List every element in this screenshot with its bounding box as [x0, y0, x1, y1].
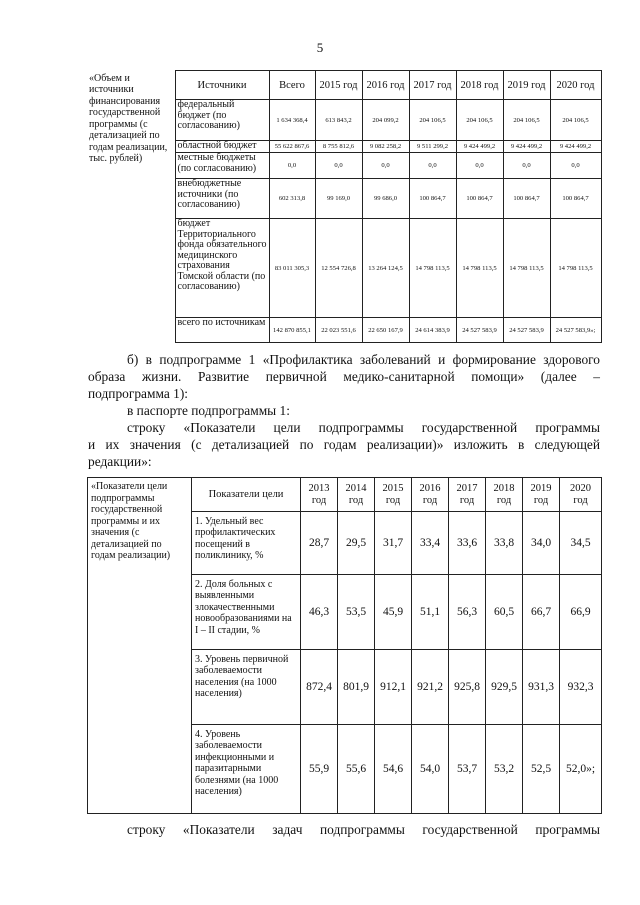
value-cell: 99 686,0: [362, 179, 409, 219]
value-cell: 55,6: [338, 725, 375, 814]
header-year: 2017 год: [409, 71, 456, 100]
value-cell: 34,0: [523, 512, 560, 575]
value-cell: 12 554 726,8: [315, 219, 362, 318]
value-cell: 53,7: [449, 725, 486, 814]
value-cell: 9 424 499,2: [550, 141, 601, 153]
header-year: 2018 год: [456, 71, 503, 100]
value-cell: 28,7: [301, 512, 338, 575]
value-cell: 9 511 299,2: [409, 141, 456, 153]
value-cell: 912,1: [375, 650, 412, 725]
value-cell: 24 527 583,9»;: [550, 318, 601, 343]
value-cell: 14 798 113,5: [456, 219, 503, 318]
value-cell: 55 622 867,6: [269, 141, 315, 153]
value-cell: 66,7: [523, 575, 560, 650]
indicators-label: «Показатели цели подпрограммы государственной программы и их значения (с детализацией по годам реализации): [88, 478, 192, 814]
indicators-table: [87, 477, 602, 814]
value-cell: 56,3: [449, 575, 486, 650]
paragraph-subprogram-1-line3: подпрограмма 1):: [88, 386, 188, 401]
value-cell: 29,5: [338, 512, 375, 575]
value-cell: 53,5: [338, 575, 375, 650]
value-cell: 1 634 368,4: [269, 100, 315, 141]
source-cell: бюджет Территориального фонда обязательного медицинского страхования Томской области (по согласованию): [175, 219, 269, 318]
value-cell: 22 650 167,9: [362, 318, 409, 343]
value-cell: 53,2: [486, 725, 523, 814]
paragraph-subprogram-1: б) в подпрограмме 1 «Профилактика заболеваний и формирование здорового: [127, 352, 600, 367]
value-cell: 0,0: [456, 153, 503, 179]
value-cell: 66,9: [560, 575, 602, 650]
value-cell: 929,5: [486, 650, 523, 725]
header-year: 2017 год: [449, 478, 486, 512]
value-cell: 921,2: [412, 650, 449, 725]
value-cell: 14 798 113,5: [409, 219, 456, 318]
header-indicators: Показатели цели: [192, 478, 301, 512]
value-cell: 925,8: [449, 650, 486, 725]
value-cell: 142 870 855,1: [269, 318, 315, 343]
source-cell: местные бюджеты (по согласованию): [175, 153, 269, 179]
indicator-cell: 4. Уровень заболеваемости инфекционными и паразитарными болезнями (на 1000 населения): [192, 725, 301, 814]
value-cell: 0,0: [362, 153, 409, 179]
value-cell: 9 424 499,2: [456, 141, 503, 153]
financing-table: [87, 70, 602, 343]
value-cell: 9 424 499,2: [503, 141, 550, 153]
value-cell: 0,0: [315, 153, 362, 179]
indicator-cell: 3. Уровень первичной заболеваемости населения (на 1000 населения): [192, 650, 301, 725]
value-cell: 51,1: [412, 575, 449, 650]
paragraph-passport: в паспорте подпрограммы 1:: [127, 403, 290, 418]
value-cell: 602 313,8: [269, 179, 315, 219]
value-cell: 24 527 583,9: [503, 318, 550, 343]
value-cell: 54,6: [375, 725, 412, 814]
value-cell: 204 106,5: [409, 100, 456, 141]
value-cell: 55,9: [301, 725, 338, 814]
header-year: 2020 год: [550, 71, 601, 100]
value-cell: 83 011 305,3: [269, 219, 315, 318]
value-cell: 54,0: [412, 725, 449, 814]
value-cell: 24 614 383,9: [409, 318, 456, 343]
value-cell: 100 864,7: [550, 179, 601, 219]
header-year: 2014 год: [338, 478, 375, 512]
value-cell: 0,0: [550, 153, 601, 179]
source-cell: всего по источникам: [175, 318, 269, 343]
value-cell: 100 864,7: [456, 179, 503, 219]
value-cell: 33,6: [449, 512, 486, 575]
value-cell: 33,4: [412, 512, 449, 575]
value-cell: 0,0: [269, 153, 315, 179]
indicator-cell: 2. Доля больных с выявленными злокачественными новообразованиями на I – II стадии, %: [192, 575, 301, 650]
value-cell: 46,3: [301, 575, 338, 650]
header-sources: Источники: [175, 71, 269, 100]
header-total: Всего: [269, 71, 315, 100]
header-year: 2019 год: [523, 478, 560, 512]
paragraph-row-tasks: строку «Показатели задач подпрограммы государственной программы: [127, 822, 600, 837]
paragraph-row-indicators-line2: и их значения (с детализацией по годам реализации)» изложить в следующей: [88, 437, 600, 452]
value-cell: 0,0: [503, 153, 550, 179]
indicator-cell: 1. Удельный вес профилактических посещений в поликлинику, %: [192, 512, 301, 575]
value-cell: 13 264 124,5: [362, 219, 409, 318]
financing-label: «Объем и источники финансирования государственной программы (с детализацией по годам реализации, тыс. рублей): [87, 71, 175, 343]
value-cell: 872,4: [301, 650, 338, 725]
value-cell: 8 755 812,6: [315, 141, 362, 153]
value-cell: 801,9: [338, 650, 375, 725]
value-cell: 931,3: [523, 650, 560, 725]
value-cell: 60,5: [486, 575, 523, 650]
source-cell: областной бюджет: [175, 141, 269, 153]
value-cell: 100 864,7: [409, 179, 456, 219]
header-year: 2015 год: [315, 71, 362, 100]
value-cell: 31,7: [375, 512, 412, 575]
source-cell: федеральный бюджет (по согласованию): [175, 100, 269, 141]
value-cell: 613 843,2: [315, 100, 362, 141]
header-year: 2020 год: [560, 478, 602, 512]
header-year: 2015 год: [375, 478, 412, 512]
header-year: 2016 год: [362, 71, 409, 100]
value-cell: 204 106,5: [503, 100, 550, 141]
paragraph-row-indicators-line3: редакции»:: [88, 454, 152, 469]
value-cell: 52,0»;: [560, 725, 602, 814]
value-cell: 24 527 583,9: [456, 318, 503, 343]
value-cell: 45,9: [375, 575, 412, 650]
value-cell: 34,5: [560, 512, 602, 575]
value-cell: 52,5: [523, 725, 560, 814]
header-year: 2019 год: [503, 71, 550, 100]
value-cell: 99 169,0: [315, 179, 362, 219]
value-cell: 22 023 551,6: [315, 318, 362, 343]
value-cell: 14 798 113,5: [550, 219, 601, 318]
header-year: 2013 год: [301, 478, 338, 512]
source-cell: внебюджетные источники (по согласованию): [175, 179, 269, 219]
value-cell: 100 864,7: [503, 179, 550, 219]
value-cell: 9 082 258,2: [362, 141, 409, 153]
header-year: 2016 год: [412, 478, 449, 512]
value-cell: 932,3: [560, 650, 602, 725]
value-cell: 14 798 113,5: [503, 219, 550, 318]
value-cell: 204 099,2: [362, 100, 409, 141]
value-cell: 204 106,5: [456, 100, 503, 141]
value-cell: 33,8: [486, 512, 523, 575]
page-number: 5: [316, 40, 324, 55]
paragraph-row-indicators: строку «Показатели цели подпрограммы государственной программы: [127, 420, 600, 435]
value-cell: 0,0: [409, 153, 456, 179]
value-cell: 204 106,5: [550, 100, 601, 141]
header-year: 2018 год: [486, 478, 523, 512]
paragraph-subprogram-1-line2: образа жизни. Развитие первичной медико-санитарной помощи» (далее –: [88, 369, 600, 384]
